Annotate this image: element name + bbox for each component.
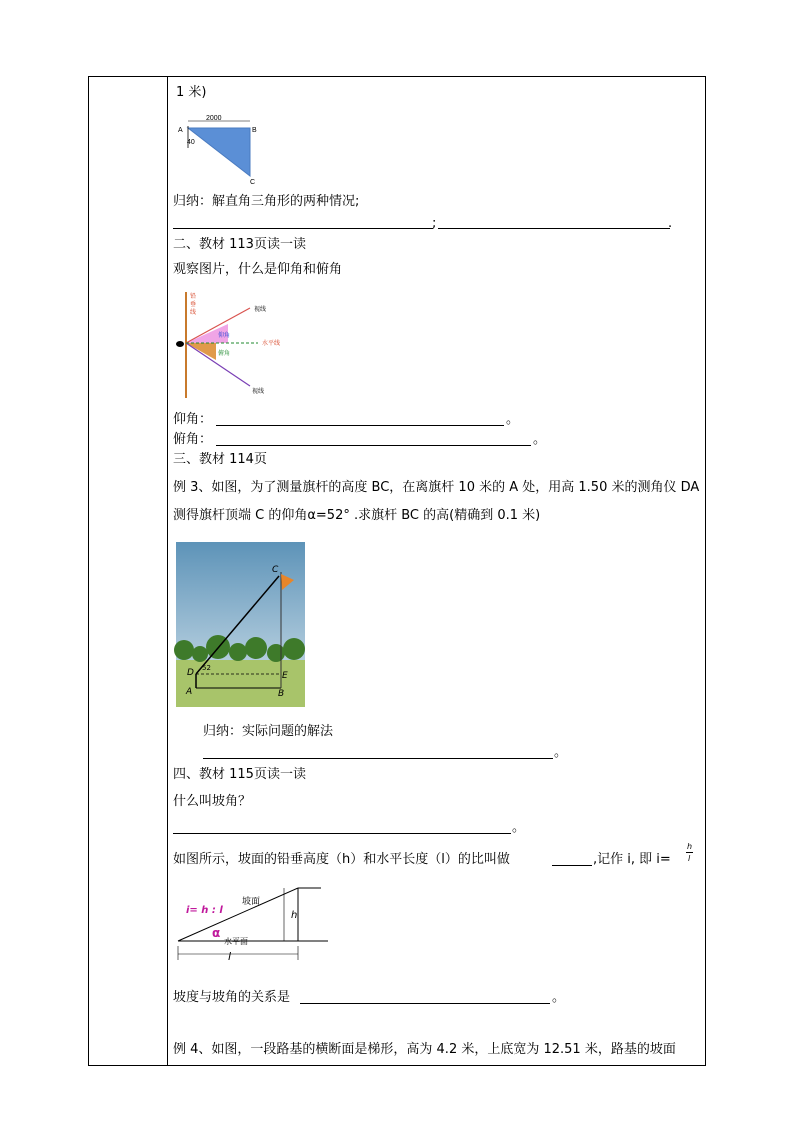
section4-question: 什么叫坡角？: [173, 794, 252, 809]
summary1-separator: ;: [432, 216, 437, 231]
flagpole-figure: [176, 542, 305, 707]
fig3-label-d: D: [187, 668, 194, 678]
length-label: l: [228, 950, 232, 963]
blank-elevation: [216, 425, 504, 426]
slope-fraction-den: l: [688, 854, 691, 863]
horizontal-label: 水平面: [224, 937, 248, 946]
summary1-end: .: [668, 216, 673, 231]
triangle-figure: [178, 112, 268, 186]
angle-diagram: [170, 288, 300, 400]
relation-period: 。: [552, 990, 566, 1005]
fig1-label-a: A: [178, 127, 183, 134]
plumb-char-2: 垂: [190, 301, 197, 308]
blank-relation: [300, 1003, 550, 1004]
blank-depression: [216, 445, 531, 446]
blank-slope-angle: [173, 833, 511, 834]
example3-line1: 例 3、如图，为了测量旗杆的高度 BC，在离旗杆 10 米的 A 处，用高 1.50 米的测角仪 DA: [173, 480, 700, 495]
slope-fraction-num: h: [687, 842, 693, 851]
sight-bottom-label: 视线: [252, 388, 265, 395]
fig1-angle-label: 40: [187, 139, 195, 146]
sight-top-label: 视线: [254, 306, 267, 313]
elevation-label: 仰角: [218, 332, 231, 339]
eye-icon: [176, 341, 184, 347]
fig1-label-c: C: [250, 179, 256, 186]
fig3-label-b: B: [278, 689, 285, 699]
slope-angle-period: 。: [512, 820, 526, 835]
fig3-label-a: A: [186, 687, 193, 697]
height-label: h: [291, 910, 298, 921]
alpha-label: α: [212, 926, 221, 940]
summary3-period: 。: [554, 745, 568, 760]
elevation-def-label: 仰角：: [173, 412, 213, 427]
blank-slope-name: [552, 865, 592, 866]
section2-question: 观察图片，什么是仰角和俯角: [173, 262, 343, 277]
fig3-label-c: C: [272, 565, 279, 575]
depression-label: 俯角: [218, 350, 231, 357]
slope-fraction-bar: [686, 852, 693, 853]
blank-2: [438, 228, 670, 229]
summary1: 归纳：解直角三角形的两种情况;: [173, 194, 360, 209]
slope-definition: 如图所示，坡面的铅垂高度（h）和水平长度（l）的比叫做: [173, 852, 510, 867]
section2-title: 二、教材 113页读一读: [173, 237, 306, 252]
text-line-top: 1 米): [176, 85, 207, 100]
depression-def-label: 俯角：: [173, 432, 213, 447]
relation-text: 坡度与坡角的关系是: [173, 990, 291, 1005]
slope-face-label: 坡面: [242, 897, 261, 907]
summary3: 归纳：实际问题的解法: [203, 724, 334, 739]
fig1-top-label: 2000: [206, 115, 222, 122]
elevation-period: 。: [506, 412, 520, 427]
slope-figure: [176, 884, 331, 964]
fig3-angle: 52: [202, 664, 211, 672]
plumb-char-3: 线: [190, 309, 197, 316]
fig1-label-b: B: [252, 127, 257, 134]
triangle-shape: [188, 128, 250, 176]
depression-period: 。: [533, 432, 547, 447]
example4-text: 例 4、如图，一段路基的横断面是梯形，高为 4.2 米，上底宽为 12.51 米，路基的坡面: [173, 1042, 676, 1057]
column-divider: [167, 76, 168, 1066]
fig3-label-e: E: [282, 671, 288, 681]
slope-definition-2: ,记作 i, 即 i=: [593, 852, 671, 867]
formula-label: i= h : l: [186, 905, 223, 916]
horizontal-label: 水平线: [262, 340, 281, 347]
section4-title: 四、教材 115页读一读: [173, 767, 306, 782]
blank-summary3: [203, 758, 553, 759]
example3-line2: 测得旗杆顶端 C 的仰角α=52° .求旗杆 BC 的高(精确到 0.1 米): [173, 508, 541, 523]
blank-1: [173, 228, 433, 229]
section3-title: 三、教材 114页: [173, 452, 267, 467]
plumb-char-1: 铅: [190, 293, 197, 300]
